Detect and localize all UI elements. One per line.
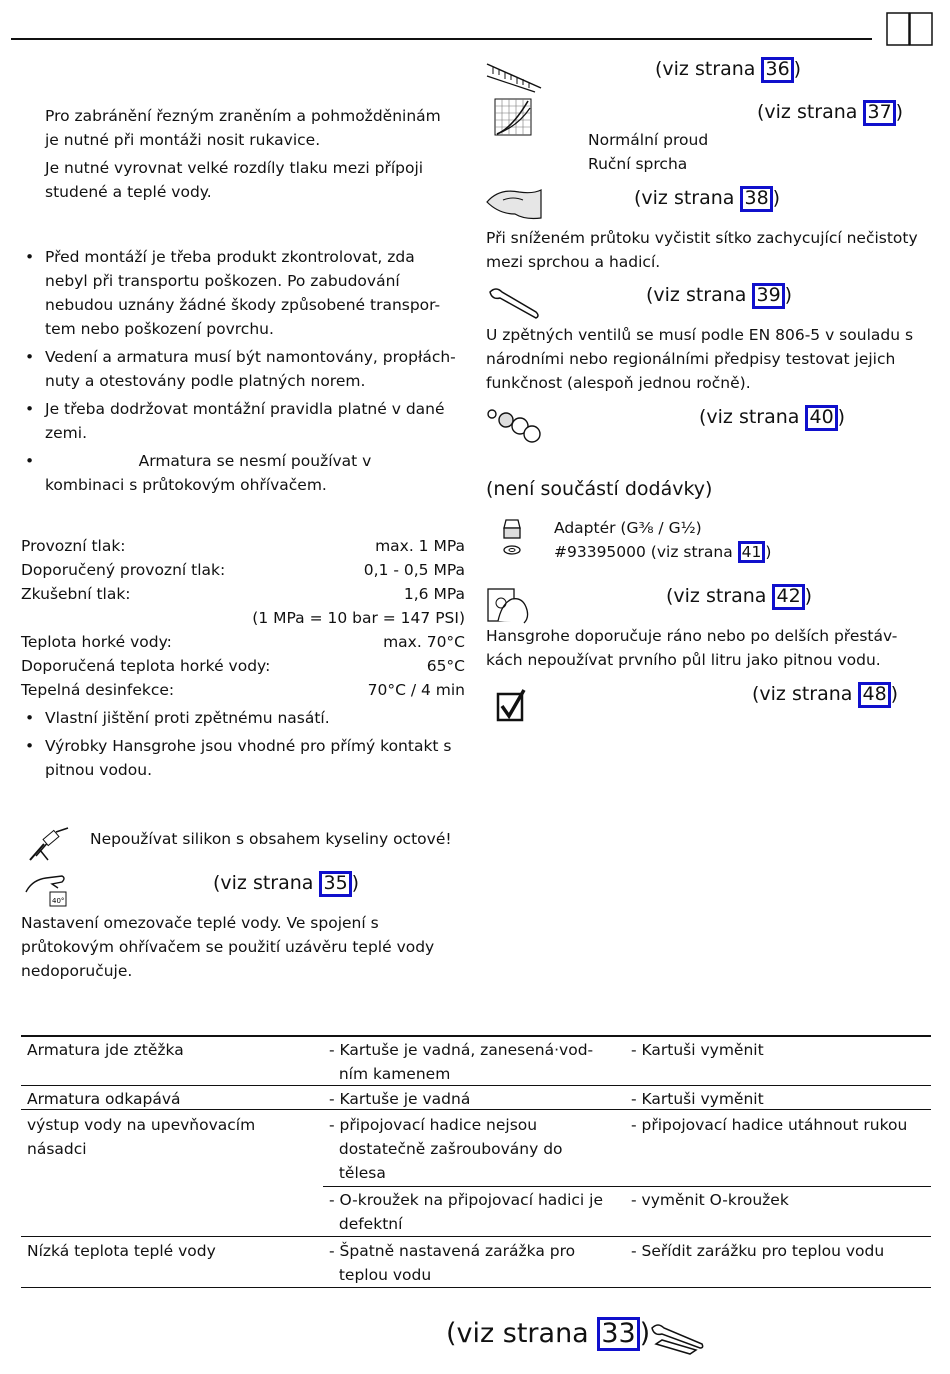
clean-line-1: Při sníženém průtoku vyčistit sítko zachycující nečistoty <box>486 229 918 247</box>
svg-text:40°: 40° <box>52 897 65 905</box>
silicone-gun-icon <box>26 826 70 864</box>
viz-prefix: (viz strana <box>752 683 859 705</box>
table-rule <box>21 1035 931 1037</box>
flow-chart-icon <box>494 98 532 136</box>
viz-strana-35 <box>213 871 359 897</box>
silicone-warning: Nepoužívat silikon s obsahem kyseliny octové! <box>90 830 452 848</box>
water-line-2: kách nepoužívat prvního půl litru jako pitnou vodu. <box>486 651 881 669</box>
bullet-3-line-1: Je třeba dodržovat montážní pravidla platné v dané <box>45 400 445 418</box>
remedy-cell: - Kartuši vyměnit <box>631 1090 764 1108</box>
limiter-line-2: průtokovým ohřívačem se použití uzávěru teplé vody <box>21 938 435 956</box>
bullet-1-line-2: nebyl při transportu poškozen. Po zabudování <box>45 272 400 290</box>
header-rule <box>11 38 872 40</box>
viz-prefix: (viz strana <box>646 284 753 306</box>
viz-suffix: ) <box>784 284 793 306</box>
spec-value: 65°C <box>426 657 465 675</box>
open-book-icon <box>886 12 934 48</box>
valves-line-1: U zpětných ventilů se musí podle EN 806-5 v souladu s <box>486 326 914 344</box>
spec-row <box>21 582 465 606</box>
checkbox-icon <box>496 688 528 722</box>
page-ref-42[interactable]: 42 <box>772 584 804 610</box>
water-line-1: Hansgrohe doporučuje ráno nebo po delších přestáv- <box>486 627 898 645</box>
bullet-dot: • <box>25 452 35 470</box>
problem-cell: Armatura odkapává <box>27 1090 181 1108</box>
viz-suffix: ) <box>793 58 802 80</box>
ruler-icon <box>485 58 543 94</box>
bullet-dot: • <box>25 709 35 727</box>
bullet-1-line-1: Před montáží je třeba produkt zkontrolovat, zda <box>45 248 415 266</box>
page-ref-39[interactable]: 39 <box>752 283 784 309</box>
adapter-article: #93395000 (viz strana <box>554 543 738 561</box>
viz-strana-40 <box>699 405 845 431</box>
spec-value: 0,1 - 0,5 MPa <box>363 561 465 579</box>
viz-suffix: ) <box>639 1318 651 1349</box>
cleaning-hand-icon <box>485 184 543 222</box>
viz-suffix: ) <box>765 543 772 561</box>
bullet-6-line-1: Výrobky Hansgrohe jsou vhodné pro přímý kontakt s <box>45 737 452 755</box>
bullet-1-line-4: tem nebo poškození povrchu. <box>45 320 274 338</box>
hand-adjust-icon <box>22 870 70 910</box>
cause-cell: teplou vodu <box>329 1266 432 1284</box>
remedy-cell: - Kartuši vyměnit <box>631 1041 764 1059</box>
page-ref-48[interactable]: 48 <box>858 682 890 708</box>
problem-cell: násadci <box>27 1140 87 1158</box>
cause-cell: - O-kroužek na připojovací hadici je <box>329 1191 604 1209</box>
bullet-3-line-2: zemi. <box>45 424 88 442</box>
remedy-cell: - vyměnit O-kroužek <box>631 1191 789 1209</box>
bullet-dot: • <box>25 400 35 418</box>
table-rule <box>21 1236 931 1237</box>
viz-strana-39 <box>646 283 792 309</box>
safety-line-2: je nutné při montáži nosit rukavice. <box>45 131 321 149</box>
viz-prefix: (viz strana <box>655 58 762 80</box>
viz-strana-36 <box>655 57 801 83</box>
clean-line-2: mezi sprchou a hadicí. <box>486 253 661 271</box>
viz-prefix: (viz strana <box>757 101 864 123</box>
cause-cell: defektní <box>329 1215 403 1233</box>
spec-value: (1 MPa = 10 bar = 147 PSI) <box>252 609 465 627</box>
page-ref-35[interactable]: 35 <box>319 871 351 897</box>
flow-hand-shower: Ruční sprcha <box>588 155 688 173</box>
bullet-5-line-1: Vlastní jištění proti zpětnému nasátí. <box>45 709 330 727</box>
cause-cell: dostatečně zašroubovány do <box>329 1140 563 1158</box>
spec-label: Zkušební tlak: <box>21 585 131 603</box>
spec-label: Teplota horké vody: <box>21 633 172 651</box>
not-included-heading: (není součástí dodávky) <box>486 478 713 500</box>
spec-value: 70°C / 4 min <box>367 681 465 699</box>
spec-label: Doporučená teplota horké vody: <box>21 657 271 675</box>
valve-parts-icon <box>486 404 544 444</box>
cause-cell: tělesa <box>329 1164 386 1182</box>
viz-suffix: ) <box>804 585 813 607</box>
flow-normal: Normální proud <box>588 131 709 149</box>
page-ref-33[interactable]: 33 <box>597 1317 639 1351</box>
remedy-cell: - Seřídit zarážku pro teplou vodu <box>631 1242 885 1260</box>
adapter-line-1: Adaptér (G⅜ / G½) <box>554 519 702 537</box>
bullet-dot: • <box>25 248 35 266</box>
valves-line-2: národními nebo regionálními předpisy testovat jejich <box>486 350 896 368</box>
spec-value: max. 70°C <box>383 633 465 651</box>
bullet-dot: • <box>25 737 35 755</box>
viz-suffix: ) <box>772 187 781 209</box>
spec-row <box>21 558 465 582</box>
cause-cell: - Špatně nastavená zarážka pro <box>329 1242 576 1260</box>
limiter-line-3: nedoporučuje. <box>21 962 133 980</box>
adapter-line-2 <box>554 540 771 564</box>
safety-line-3: Je nutné vyrovnat velké rozdíly tlaku mezi přípoji <box>45 159 424 177</box>
viz-prefix: (viz strana <box>213 872 320 894</box>
spec-list <box>21 534 465 702</box>
spec-value: max. 1 MPa <box>375 537 465 555</box>
viz-strana-38 <box>634 186 780 212</box>
spec-row <box>21 678 465 702</box>
spec-value: 1,6 MPa <box>403 585 465 603</box>
viz-prefix: (viz strana <box>699 406 806 428</box>
spec-label: Provozní tlak: <box>21 537 126 555</box>
problem-cell: Armatura jde ztěžka <box>27 1041 184 1059</box>
page-ref-40[interactable]: 40 <box>805 405 837 431</box>
wrench-icon <box>486 286 542 320</box>
cause-cell: ním kamenem <box>329 1065 451 1083</box>
table-rule <box>21 1085 931 1086</box>
viz-suffix: ) <box>351 872 360 894</box>
spec-row <box>21 606 465 630</box>
cause-cell: - Kartuše je vadná, zanesená·vod- <box>329 1041 594 1059</box>
viz-strana-48 <box>752 682 898 708</box>
bullet-2-line-2: nuty a otestovány podle platných norem. <box>45 372 366 390</box>
bullet-4-line-2: kombinaci s průtokovým ohřívačem. <box>45 476 327 494</box>
spec-label: Tepelná desinfekce: <box>21 681 175 699</box>
valves-line-3: funkčnost (alespoň jednou ročně). <box>486 374 751 392</box>
spec-row <box>21 534 465 558</box>
problem-cell: Nízká teplota teplé vody <box>27 1242 216 1260</box>
bullet-4-line-1: Armatura se nesmí používat v <box>45 452 372 470</box>
bullet-1-line-3: nebudou uznány žádné škody způsobené transpor- <box>45 296 441 314</box>
table-rule <box>21 1287 931 1288</box>
viz-strana-37 <box>757 100 903 126</box>
viz-suffix: ) <box>895 101 904 123</box>
viz-prefix: (viz strana <box>634 187 741 209</box>
page-ref-38[interactable]: 38 <box>740 186 772 212</box>
limiter-line-1: Nastavení omezovače teplé vody. Ve spojení s <box>21 914 379 932</box>
spec-row <box>21 630 465 654</box>
viz-prefix: (viz strana <box>666 585 773 607</box>
safety-line-4: studené a teplé vody. <box>45 183 212 201</box>
bullet-6-line-2: pitnou vodou. <box>45 761 153 779</box>
table-rule <box>323 1186 931 1187</box>
page-ref-37[interactable]: 37 <box>863 100 895 126</box>
spec-row <box>21 654 465 678</box>
problem-cell: výstup vody na upevňovacím <box>27 1116 256 1134</box>
adapter-icon <box>500 518 524 558</box>
spec-label: Doporučený provozní tlak: <box>21 561 226 579</box>
viz-strana-42 <box>666 584 812 610</box>
viz-suffix: ) <box>837 406 846 428</box>
hand-tap-icon <box>486 585 536 625</box>
safety-line-1: Pro zabránění řezným zraněním a pohmožděninám <box>45 107 441 125</box>
viz-prefix: (viz strana <box>446 1318 598 1349</box>
cause-cell: - připojovací hadice nejsou <box>329 1116 538 1134</box>
page-ref-41[interactable]: 41 <box>738 541 766 563</box>
bullet-2-line-1: Vedení a armatura musí být namontovány, propłách- <box>45 348 456 366</box>
bullet-dot: • <box>25 348 35 366</box>
viz-strana-33 <box>446 1317 650 1351</box>
viz-suffix: ) <box>890 683 899 705</box>
page-ref-36[interactable]: 36 <box>761 57 793 83</box>
remedy-cell: - připojovací hadice utáhnout rukou <box>631 1116 908 1134</box>
cause-cell: - Kartuše je vadná <box>329 1090 471 1108</box>
wrench-screwdriver-icon <box>650 1320 706 1356</box>
